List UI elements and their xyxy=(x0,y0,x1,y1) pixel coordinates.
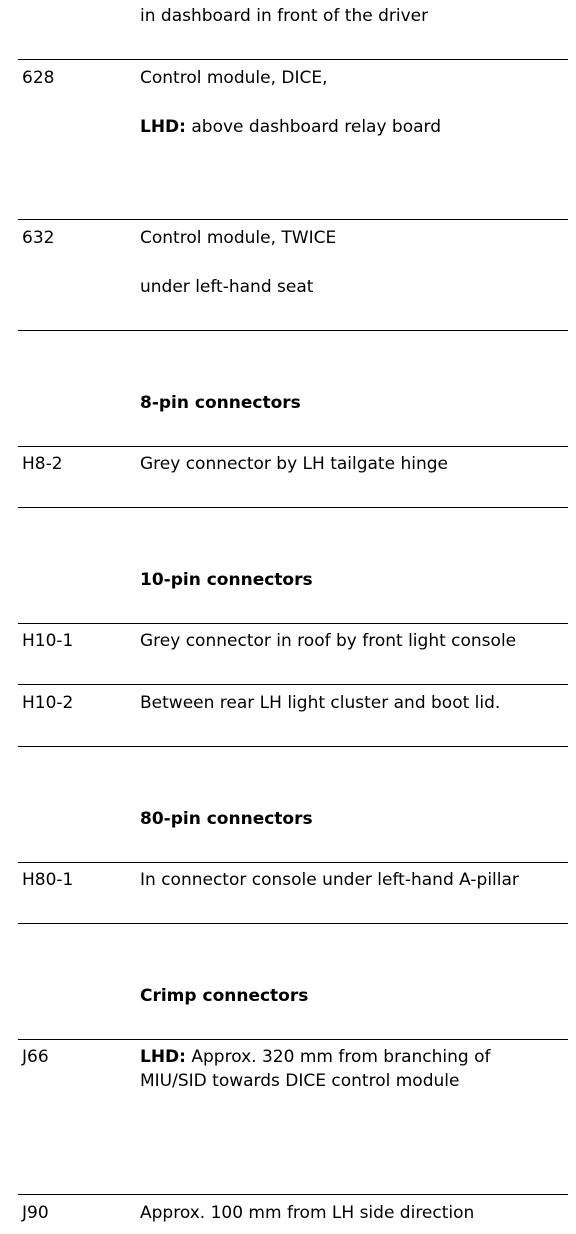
section-heading: 80-pin connectors xyxy=(140,809,313,829)
divider xyxy=(18,684,568,685)
section-heading: Crimp connectors xyxy=(140,986,309,1006)
row-code: H8-2 xyxy=(22,454,63,474)
row-code: H10-2 xyxy=(22,693,74,713)
row-code: 628 xyxy=(22,68,55,88)
row-code: H10-1 xyxy=(22,631,74,651)
row-desc: in dashboard in front of the driver xyxy=(140,6,429,26)
divider xyxy=(18,219,568,220)
divider xyxy=(18,1194,568,1195)
divider xyxy=(18,862,568,863)
divider xyxy=(18,1039,568,1040)
section-heading: 10-pin connectors xyxy=(140,570,313,590)
divider xyxy=(18,623,568,624)
row-desc-text: Approx. 320 mm from branching of MIU/SID towards DICE control module xyxy=(140,1047,491,1091)
section-heading: 8-pin connectors xyxy=(140,393,301,413)
row-desc: Grey connector in roof by front light console xyxy=(140,631,517,651)
row-code: J90 xyxy=(22,1203,49,1223)
row-desc: Control module, TWICE xyxy=(140,228,337,248)
row-desc: under left-hand seat xyxy=(140,277,314,297)
divider xyxy=(18,507,568,508)
divider xyxy=(18,330,568,331)
row-desc: Between rear LH light cluster and boot lid. xyxy=(140,693,501,713)
row-desc-text: above dashboard relay board xyxy=(185,117,442,137)
divider xyxy=(18,446,568,447)
row-desc-lhd xyxy=(140,115,441,139)
row-desc-lhd xyxy=(140,1045,550,1093)
divider xyxy=(18,746,568,747)
divider xyxy=(18,923,568,924)
row-desc: Approx. 100 mm from LH side direction xyxy=(140,1203,475,1223)
lhd-label: LHD: xyxy=(140,117,186,137)
row-code: 632 xyxy=(22,228,55,248)
lhd-label: LHD: xyxy=(140,1047,186,1067)
row-desc: In connector console under left-hand A-pillar xyxy=(140,870,519,890)
divider xyxy=(18,59,568,60)
row-desc: Grey connector by LH tailgate hinge xyxy=(140,454,448,474)
row-desc: Control module, DICE, xyxy=(140,68,328,88)
row-code: H80-1 xyxy=(22,870,74,890)
row-code: J66 xyxy=(22,1047,49,1067)
